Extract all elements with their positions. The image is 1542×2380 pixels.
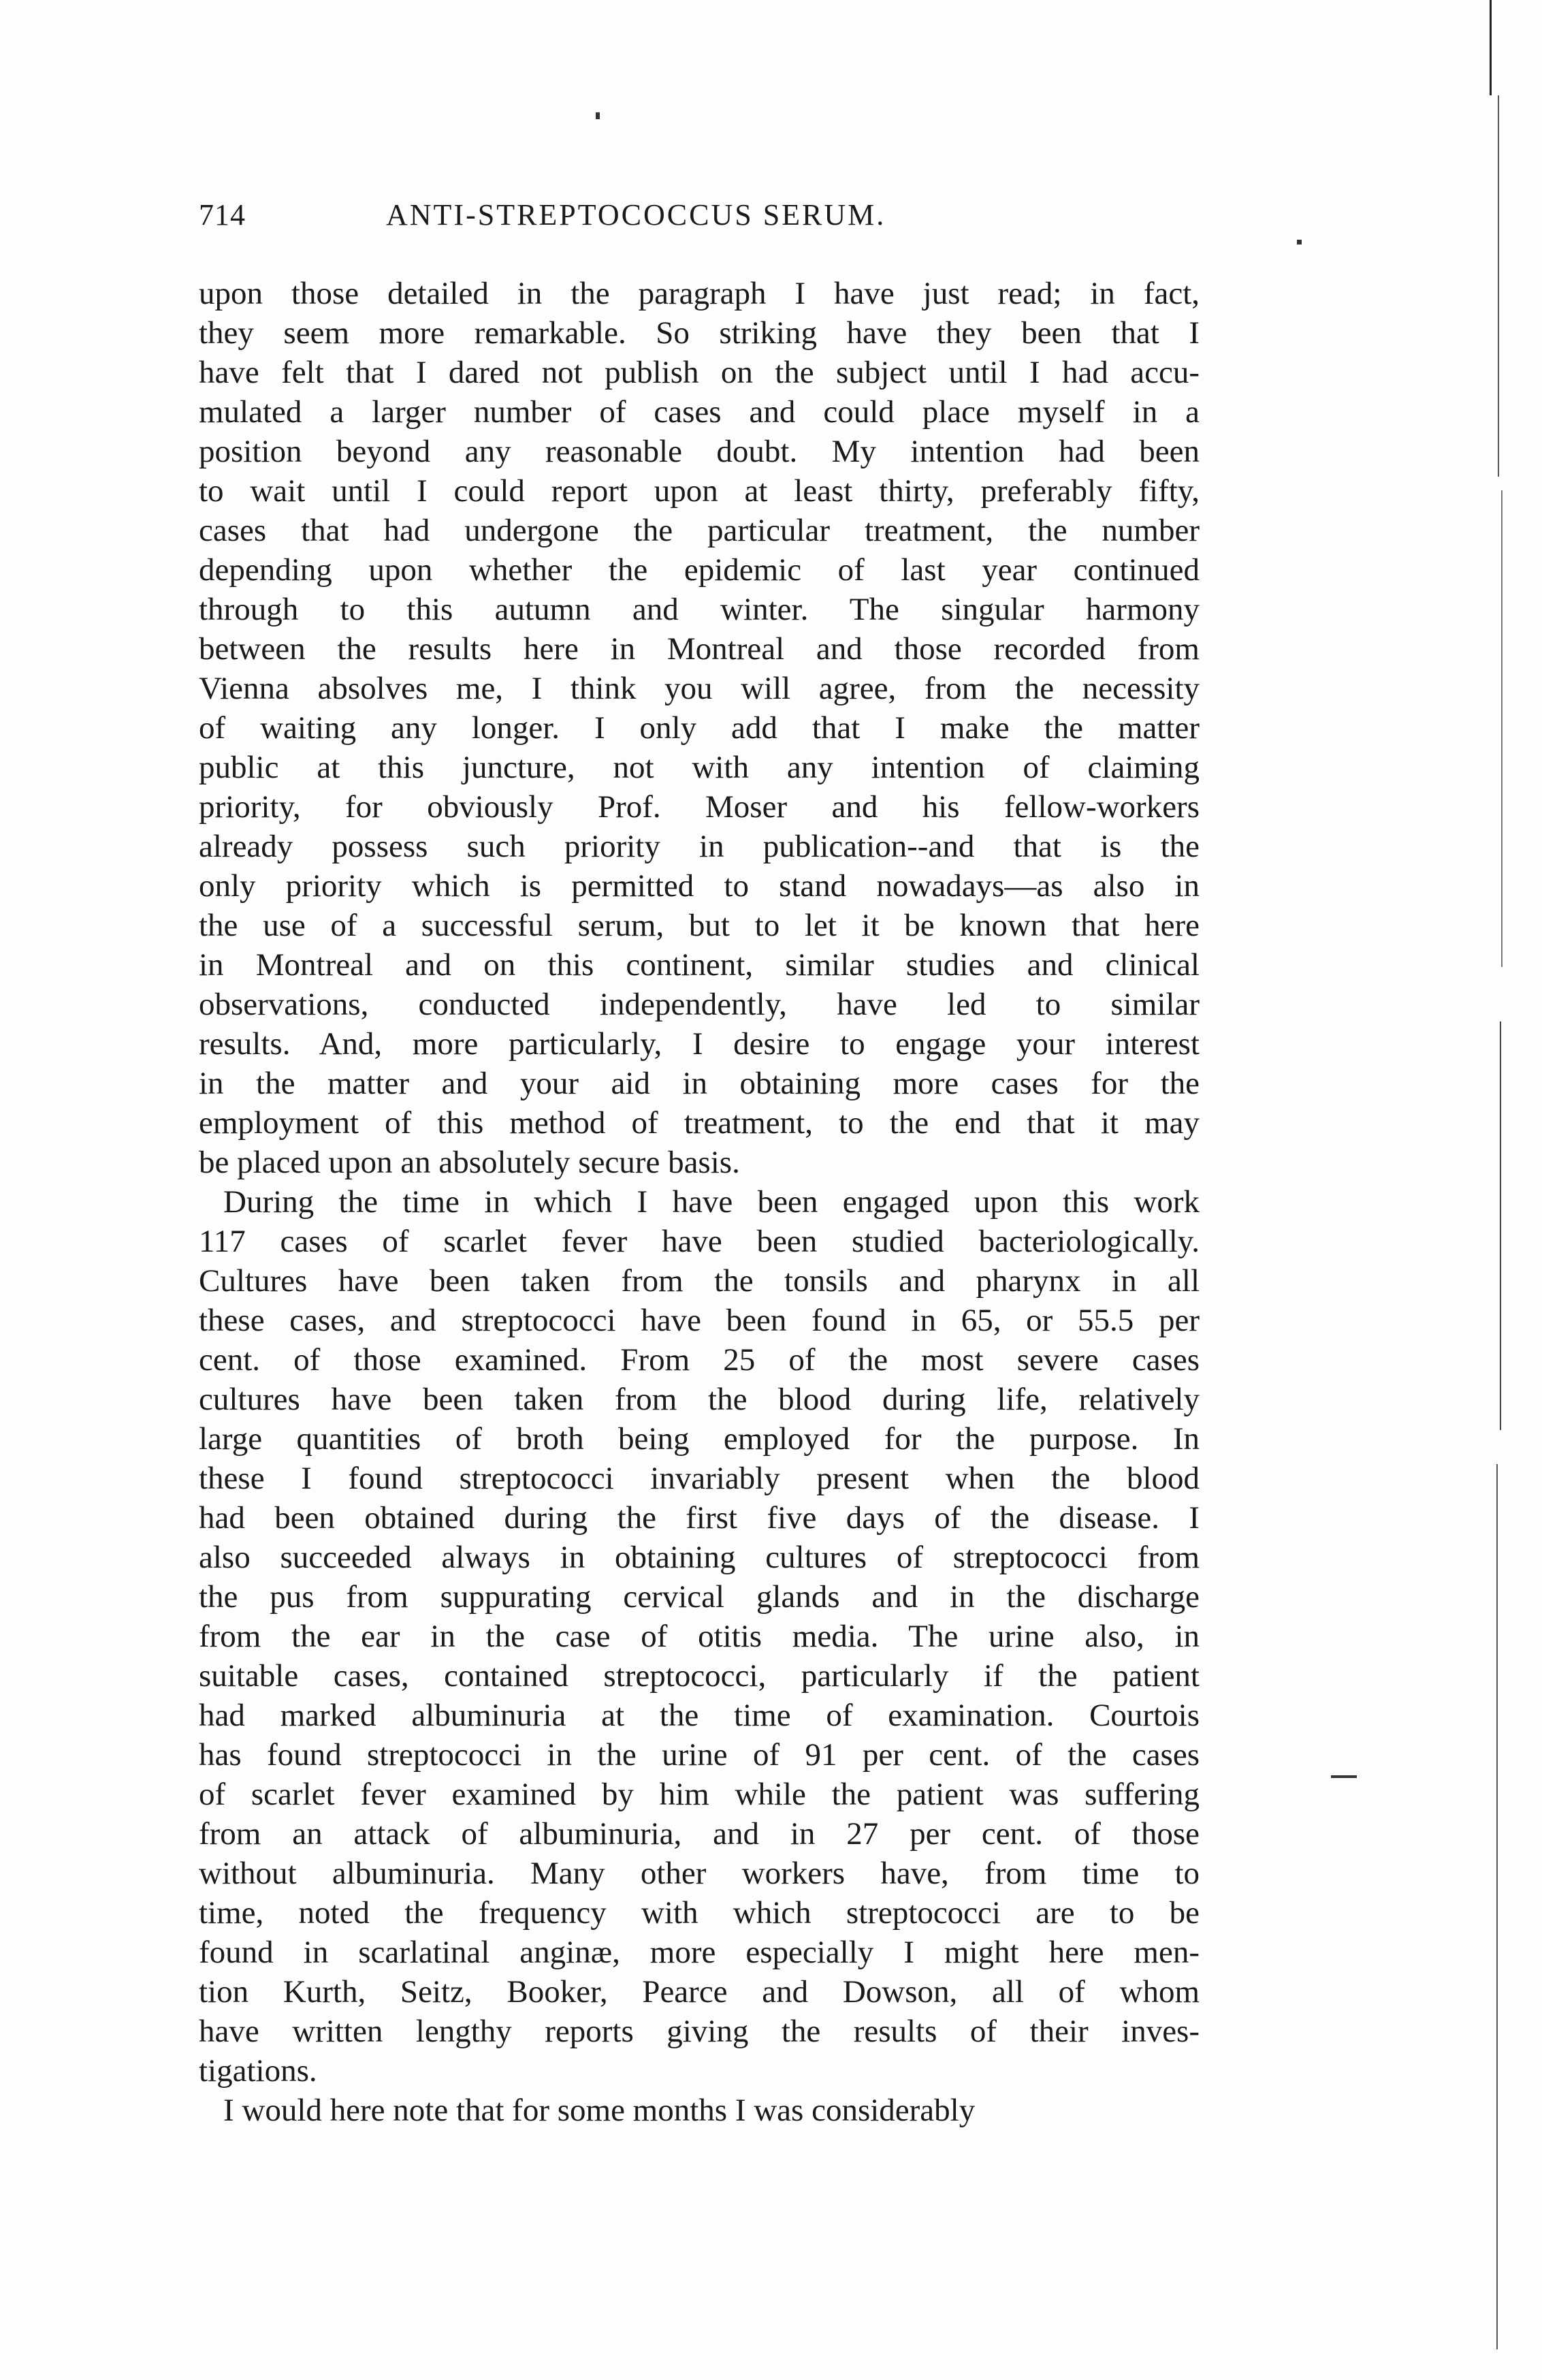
text-line: large quantities of broth being employed for the purpose. In: [199, 1421, 1200, 1457]
text-line: has found streptococci in the urine of 91 per cent. of the cases: [199, 1737, 1200, 1773]
text-line: in Montreal and on this continent, similar studies and clinical: [199, 947, 1200, 983]
text-line: in the matter and your aid in obtaining more cases for the: [199, 1066, 1200, 1101]
text-line: suitable cases, contained streptococci, particularly if the patient: [199, 1658, 1200, 1694]
text-line: have written lengthy reports giving the results of their inves-: [199, 2014, 1200, 2049]
text-line: cent. of those examined. From 25 of the most severe cases: [199, 1342, 1200, 1378]
text-line: have felt that I dared not publish on the subject until I had accu-: [199, 355, 1200, 390]
text-line: these cases, and streptococci have been found in 65, or 55.5 per: [199, 1303, 1200, 1338]
text-line: to wait until I could report upon at least thirty, preferably fifty,: [199, 473, 1200, 509]
paragraph-1: [199, 274, 1200, 1182]
text-line: already possess such priority in publication--and that is the: [199, 829, 1200, 864]
text-line: Cultures have been taken from the tonsils and pharynx in all: [199, 1263, 1200, 1299]
text-line: had marked albuminuria at the time of examination. Courtois: [199, 1698, 1200, 1733]
scan-edge-line: [1496, 1464, 1498, 2349]
scan-edge-line: [1498, 95, 1499, 477]
text-line: I would here note that for some months I was considerably: [223, 2093, 976, 2128]
text-line: cases that had undergone the particular treatment, the number: [199, 513, 1200, 548]
text-line: the pus from suppurating cervical glands and in the discharge: [199, 1579, 1200, 1615]
scan-edge-line: [1490, 0, 1492, 95]
paragraph-3: [199, 2091, 1200, 2130]
text-line: position beyond any reasonable doubt. My intention had been: [199, 434, 1200, 469]
text-line: employment of this method of treatment, to the end that it may: [199, 1105, 1200, 1141]
text-line: of waiting any longer. I only add that I make the matter: [199, 710, 1200, 746]
text-line: results. And, more particularly, I desire to engage your interest: [199, 1026, 1200, 1062]
text-line: cultures have been taken from the blood during life, relatively: [199, 1382, 1200, 1417]
text-line: through to this autumn and winter. The singular harmony: [199, 592, 1200, 627]
running-head: [199, 197, 1200, 245]
text-line: public at this juncture, not with any intention of claiming: [199, 750, 1200, 785]
text-line: Vienna absolves me, I think you will agree, from the necessity: [199, 671, 1200, 706]
text-line: from an attack of albuminuria, and in 27 per cent. of those: [199, 1816, 1200, 1852]
text-line: tigations.: [199, 2053, 317, 2089]
margin-mark: [1331, 1775, 1357, 1778]
body-text: [199, 274, 1200, 2130]
scan-edge-line: [1500, 1021, 1501, 1430]
text-line: priority, for obviously Prof. Moser and his fellow-workers: [199, 789, 1200, 825]
text-line: they seem more remarkable. So striking have they been that I: [199, 315, 1200, 351]
page-number: 714: [199, 198, 246, 232]
text-line: found in scarlatinal anginæ, more especially I might here men-: [199, 1935, 1200, 1970]
text-line: 117 cases of scarlet fever have been studied bacteriologically.: [199, 1224, 1200, 1259]
scan-edge-line: [1501, 490, 1503, 967]
text-line: upon those detailed in the paragraph I have just read; in fact,: [199, 276, 1200, 311]
text-line: these I found streptococci invariably present when the blood: [199, 1461, 1200, 1496]
text-line: time, noted the frequency with which streptococci are to be: [199, 1895, 1200, 1931]
text-line: During the time in which I have been engaged upon this work: [223, 1184, 1200, 1220]
scan-speck: [596, 112, 600, 119]
text-line: tion Kurth, Seitz, Booker, Pearce and Dowson, all of whom: [199, 1974, 1200, 2010]
text-line: be placed upon an absolutely secure basis.: [199, 1145, 740, 1180]
text-line: depending upon whether the epidemic of last year continued: [199, 552, 1200, 588]
text-line: also succeeded always in obtaining cultures of streptococci from: [199, 1540, 1200, 1575]
text-line: had been obtained during the first five days of the disease. I: [199, 1500, 1200, 1536]
running-title: ANTI-STREPTOCOCCUS SERUM.: [386, 198, 886, 232]
text-line: the use of a successful serum, but to let it be known that here: [199, 908, 1200, 943]
paragraph-2: [199, 1182, 1200, 2091]
text-line: without albuminuria. Many other workers have, from time to: [199, 1856, 1200, 1891]
text-line: between the results here in Montreal and those recorded from: [199, 631, 1200, 667]
text-line: of scarlet fever examined by him while the patient was suffering: [199, 1777, 1200, 1812]
text-line: only priority which is permitted to stand nowadays—as also in: [199, 868, 1200, 904]
scan-speck: [1297, 240, 1302, 244]
text-line: observations, conducted independently, have led to similar: [199, 987, 1200, 1022]
text-line: from the ear in the case of otitis media. The urine also, in: [199, 1619, 1200, 1654]
text-line: mulated a larger number of cases and could place myself in a: [199, 394, 1200, 430]
